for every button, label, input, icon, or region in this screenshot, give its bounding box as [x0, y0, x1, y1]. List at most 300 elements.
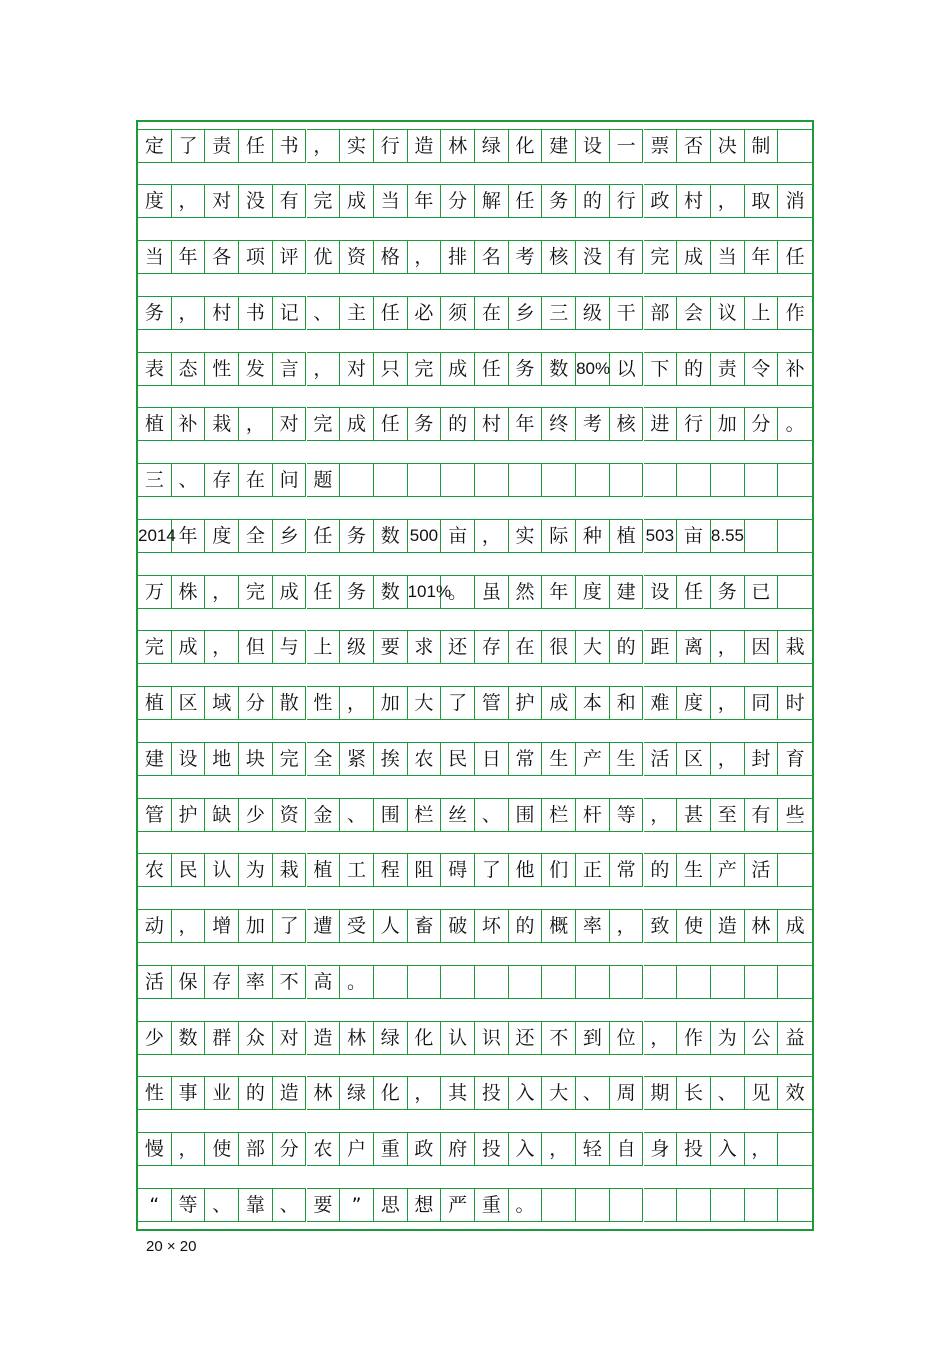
grid-cell: 植 [610, 519, 644, 553]
grid-cell: 们 [542, 853, 576, 887]
grid-cell: 块 [239, 742, 273, 776]
grid-cell: 任 [374, 296, 408, 330]
grid-row [138, 1021, 812, 1055]
grid-cell [711, 1188, 745, 1222]
grid-cell: 务 [509, 352, 543, 386]
grid-cell: 民 [172, 853, 206, 887]
grid-cell: ， [475, 519, 509, 553]
grid-cell: 期 [644, 1076, 678, 1110]
grid-cell: 投 [475, 1132, 509, 1166]
grid-cell: 书 [239, 296, 273, 330]
grid-cell: 护 [509, 686, 543, 720]
grid-cell [711, 463, 745, 497]
grid-cell: ， [408, 1076, 442, 1110]
grid-cell [610, 965, 644, 999]
grid-cell: 制 [745, 129, 779, 163]
grid-cell: 化 [408, 1021, 442, 1055]
grid-cell: 了 [172, 129, 206, 163]
grid-cell: 进 [644, 407, 678, 441]
grid-cell [711, 965, 745, 999]
grid-cell: 金 [307, 798, 341, 832]
grid-row [138, 519, 812, 553]
grid-cell: 。 [778, 407, 812, 441]
grid-cell: ， [711, 184, 745, 218]
grid-row [138, 463, 812, 497]
grid-cell [778, 519, 812, 553]
grid-cell: 只 [374, 352, 408, 386]
grid-cell: 度 [677, 686, 711, 720]
grid-cell: 行 [610, 184, 644, 218]
grid-cell: 概 [542, 909, 576, 943]
grid-cell: 成 [172, 630, 206, 664]
grid-cell: 身 [644, 1132, 678, 1166]
grid-cell [644, 965, 678, 999]
grid-cell: 缺 [205, 798, 239, 832]
grid-cell: 成 [778, 909, 812, 943]
grid-cell: 分 [745, 407, 779, 441]
grid-cell: 率 [239, 965, 273, 999]
grid-cell: 加 [239, 909, 273, 943]
grid-cell: 发 [239, 352, 273, 386]
grid-cell: 株 [172, 575, 206, 609]
grid-cell: 际 [542, 519, 576, 553]
grid-cell: 遭 [307, 909, 341, 943]
grid-cell: 名 [475, 240, 509, 274]
grid-cell: 性 [138, 1076, 172, 1110]
grid-cell: 务 [408, 407, 442, 441]
grid-cell: 至 [711, 798, 745, 832]
grid-cell: 完 [138, 630, 172, 664]
grid-cell: 务 [138, 296, 172, 330]
grid-cell: 会 [677, 296, 711, 330]
grid-cell: 植 [138, 686, 172, 720]
grid-cell: 8.55 [711, 519, 745, 553]
grid-cell: 补 [172, 407, 206, 441]
grid-cell: 种 [576, 519, 610, 553]
grid-cell: 责 [711, 352, 745, 386]
grid-cell: ， [307, 352, 341, 386]
grid-cell: 终 [542, 407, 576, 441]
grid-cell: 当 [711, 240, 745, 274]
grid-cell: 任 [475, 352, 509, 386]
grid-cell: 的 [610, 630, 644, 664]
grid-cell: 的 [677, 352, 711, 386]
grid-cell: 年 [172, 240, 206, 274]
grid-cell [778, 129, 812, 163]
grid-cell: 投 [677, 1132, 711, 1166]
grid-cell: 设 [172, 742, 206, 776]
grid-cell [542, 965, 576, 999]
grid-cell: 常 [509, 742, 543, 776]
grid-cell: 投 [475, 1076, 509, 1110]
grid-cell: 严 [441, 1188, 475, 1222]
grid-cell: 业 [205, 1076, 239, 1110]
grid-cell: 2014 [138, 519, 172, 553]
grid-cell: 资 [273, 798, 307, 832]
grid-cell: 不 [273, 965, 307, 999]
grid-cell: 完 [239, 575, 273, 609]
grid-cell: 令 [745, 352, 779, 386]
grid-cell: 周 [610, 1076, 644, 1110]
grid-cell: 域 [205, 686, 239, 720]
grid-row [138, 798, 812, 832]
grid-cell [374, 463, 408, 497]
grid-cell: 一 [610, 129, 644, 163]
grid-cell: 当 [374, 184, 408, 218]
grid-cell: 、 [711, 1076, 745, 1110]
grid-cell: 农 [408, 742, 442, 776]
grid-cell: 性 [205, 352, 239, 386]
grid-cell: 建 [542, 129, 576, 163]
grid-row [138, 909, 812, 943]
grid-cell: 主 [340, 296, 374, 330]
grid-cell: 、 [273, 1188, 307, 1222]
grid-cell [644, 1188, 678, 1222]
grid-cell [745, 965, 779, 999]
grid-cell: 解 [475, 184, 509, 218]
grid-cell: ， [542, 1132, 576, 1166]
grid-cell: 存 [475, 630, 509, 664]
grid-cell: 亩 [677, 519, 711, 553]
grid-cell: 干 [610, 296, 644, 330]
grid-cell: 入 [509, 1076, 543, 1110]
grid-cell: 。 [441, 575, 475, 609]
grid-cell: 和 [610, 686, 644, 720]
grid-cell: 见 [745, 1076, 779, 1110]
grid-cell: 没 [576, 240, 610, 274]
grid-cell: 了 [475, 853, 509, 887]
grid-cell: ， [205, 630, 239, 664]
grid-cell: 常 [610, 853, 644, 887]
grid-row [138, 1132, 812, 1166]
grid-cell: 态 [172, 352, 206, 386]
grid-row [138, 184, 812, 218]
grid-cell: 入 [509, 1132, 543, 1166]
grid-cell: 在 [475, 296, 509, 330]
grid-cell [677, 1188, 711, 1222]
grid-cell [778, 1188, 812, 1222]
grid-cell: 乡 [509, 296, 543, 330]
grid-cell: 数 [172, 1021, 206, 1055]
grid-cell: 的 [441, 407, 475, 441]
grid-cell: 言 [273, 352, 307, 386]
grid-cell: 101% [408, 575, 442, 609]
grid-cell: 年 [172, 519, 206, 553]
grid-cell: 紧 [340, 742, 374, 776]
grid-cell: 书 [273, 129, 307, 163]
grid-cell: 等 [172, 1188, 206, 1222]
grid-cell: 产 [576, 742, 610, 776]
grid-cell: 护 [172, 798, 206, 832]
grid-row [138, 686, 812, 720]
grid-cell: 虽 [475, 575, 509, 609]
grid-cell: 入 [711, 1132, 745, 1166]
grid-cell: 他 [509, 853, 543, 887]
grid-cell: 认 [205, 853, 239, 887]
grid-cell: 三 [542, 296, 576, 330]
grid-cell: 在 [509, 630, 543, 664]
grid-cell: 大 [408, 686, 442, 720]
grid-cell: 、 [340, 798, 374, 832]
grid-cell: 存 [205, 463, 239, 497]
grid-cell: 完 [307, 407, 341, 441]
grid-cell: 围 [374, 798, 408, 832]
grid-cell: 重 [475, 1188, 509, 1222]
grid-cell: 记 [273, 296, 307, 330]
grid-cell: 以 [610, 352, 644, 386]
grid-cell: 定 [138, 129, 172, 163]
grid-cell: 造 [273, 1076, 307, 1110]
grid-cell: 成 [677, 240, 711, 274]
grid-cell: 行 [374, 129, 408, 163]
grid-cell: 户 [340, 1132, 374, 1166]
grid-cell: ， [340, 686, 374, 720]
grid-cell: 事 [172, 1076, 206, 1110]
grid-cell: 、 [307, 296, 341, 330]
grid-cell: 不 [542, 1021, 576, 1055]
grid-cell: 票 [644, 129, 678, 163]
grid-cell: 有 [273, 184, 307, 218]
manuscript-grid [136, 120, 814, 1231]
grid-cell: 任 [307, 519, 341, 553]
grid-cell: 绿 [374, 1021, 408, 1055]
grid-cell: 度 [576, 575, 610, 609]
grid-cell [745, 1188, 779, 1222]
grid-cell: 年 [408, 184, 442, 218]
grid-cell: ， [711, 686, 745, 720]
grid-cell: 生 [542, 742, 576, 776]
grid-cell: 封 [745, 742, 779, 776]
grid-cell: 散 [273, 686, 307, 720]
grid-cell: 要 [374, 630, 408, 664]
grid-cell: ” [340, 1188, 374, 1222]
grid-cell: 任 [374, 407, 408, 441]
grid-cell: 级 [340, 630, 374, 664]
grid-cell: 少 [239, 798, 273, 832]
grid-cell: ， [610, 909, 644, 943]
grid-cell: 必 [408, 296, 442, 330]
grid-cell: 大 [542, 1076, 576, 1110]
grid-cell: 的 [509, 909, 543, 943]
grid-cell: 栽 [273, 853, 307, 887]
grid-row [138, 575, 812, 609]
grid-cell: 分 [239, 686, 273, 720]
grid-cell: 了 [273, 909, 307, 943]
grid-cell: 。 [340, 965, 374, 999]
grid-cell: 议 [711, 296, 745, 330]
grid-cell: 生 [677, 853, 711, 887]
grid-cell: 距 [644, 630, 678, 664]
grid-cell [340, 463, 374, 497]
grid-cell: ， [172, 296, 206, 330]
grid-cell: 的 [239, 1076, 273, 1110]
grid-cell: 、 [172, 463, 206, 497]
grid-cell: 效 [778, 1076, 812, 1110]
grid-cell: 数 [374, 519, 408, 553]
grid-cell: 其 [441, 1076, 475, 1110]
grid-cell: ， [644, 1021, 678, 1055]
grid-cell: 自 [610, 1132, 644, 1166]
grid-cell: 须 [441, 296, 475, 330]
grid-cell [441, 965, 475, 999]
grid-cell: 村 [677, 184, 711, 218]
grid-cell: 上 [745, 296, 779, 330]
grid-cell [745, 519, 779, 553]
grid-cell: 评 [273, 240, 307, 274]
grid-cell: 认 [441, 1021, 475, 1055]
grid-cell: ， [745, 1132, 779, 1166]
grid-cell [677, 965, 711, 999]
grid-cell: 任 [677, 575, 711, 609]
grid-cell: 日 [475, 742, 509, 776]
grid-cell: 500 [408, 519, 442, 553]
grid-cell [542, 1188, 576, 1222]
grid-cell: 很 [542, 630, 576, 664]
grid-cell: 项 [239, 240, 273, 274]
grid-cell: 增 [205, 909, 239, 943]
grid-cell: 部 [644, 296, 678, 330]
grid-cell: 数 [374, 575, 408, 609]
grid-cell: 任 [239, 129, 273, 163]
grid-row [138, 965, 812, 999]
grid-cell: 任 [509, 184, 543, 218]
grid-cell: ， [711, 742, 745, 776]
grid-row [138, 742, 812, 776]
grid-cell: 工 [340, 853, 374, 887]
grid-cell [610, 463, 644, 497]
grid-row [138, 630, 812, 664]
grid-cell: 栏 [408, 798, 442, 832]
grid-row [138, 407, 812, 441]
grid-cell: 、 [475, 798, 509, 832]
grid-cell: 任 [778, 240, 812, 274]
grid-cell: 度 [138, 184, 172, 218]
grid-cell: 慢 [138, 1132, 172, 1166]
grid-cell: “ [138, 1188, 172, 1222]
grid-cell [778, 463, 812, 497]
grid-cell: 各 [205, 240, 239, 274]
grid-cell: 正 [576, 853, 610, 887]
grid-cell: 活 [138, 965, 172, 999]
grid-cell: 上 [307, 630, 341, 664]
grid-cell: ， [172, 909, 206, 943]
grid-cell: 完 [273, 742, 307, 776]
grid-cell: 识 [475, 1021, 509, 1055]
grid-cell [576, 965, 610, 999]
grid-cell: 民 [441, 742, 475, 776]
grid-cell [778, 965, 812, 999]
grid-cell: 活 [745, 853, 779, 887]
grid-cell: 率 [576, 909, 610, 943]
grid-cell: 农 [138, 853, 172, 887]
grid-cell: 务 [711, 575, 745, 609]
grid-cell: 加 [374, 686, 408, 720]
grid-cell: 阻 [408, 853, 442, 887]
grid-cell: 核 [610, 407, 644, 441]
grid-cell: 级 [576, 296, 610, 330]
grid-cell: 重 [374, 1132, 408, 1166]
grid-cell: 林 [745, 909, 779, 943]
grid-cell: 80% [576, 352, 610, 386]
grid-cell: 实 [509, 519, 543, 553]
grid-cell: 致 [644, 909, 678, 943]
grid-cell: 造 [408, 129, 442, 163]
grid-cell: 分 [273, 1132, 307, 1166]
grid-cell [677, 463, 711, 497]
grid-cell: 任 [307, 575, 341, 609]
grid-cell: 数 [542, 352, 576, 386]
grid-cell: 对 [340, 352, 374, 386]
grid-cell: 高 [307, 965, 341, 999]
grid-cell: 否 [677, 129, 711, 163]
grid-cell: 想 [408, 1188, 442, 1222]
grid-cell: 题 [307, 463, 341, 497]
grid-cell: 离 [677, 630, 711, 664]
grid-cell: 务 [340, 575, 374, 609]
grid-cell [441, 463, 475, 497]
grid-cell: ， [408, 240, 442, 274]
grid-cell: 对 [273, 407, 307, 441]
grid-cell: 使 [205, 1132, 239, 1166]
grid-cell: 消 [778, 184, 812, 218]
grid-cell: 挨 [374, 742, 408, 776]
grid-cell [408, 965, 442, 999]
grid-cell: 长 [677, 1076, 711, 1110]
grid-cell: 农 [307, 1132, 341, 1166]
grid-cell: 成 [441, 352, 475, 386]
grid-cell: 全 [239, 519, 273, 553]
grid-cell: 求 [408, 630, 442, 664]
grid-cell: 建 [138, 742, 172, 776]
grid-cell: 资 [340, 240, 374, 274]
grid-cell: 公 [745, 1021, 779, 1055]
grid-cell: 栏 [542, 798, 576, 832]
grid-cell: 为 [239, 853, 273, 887]
grid-cell: 少 [138, 1021, 172, 1055]
grid-cell: 全 [307, 742, 341, 776]
grid-cell: 分 [441, 184, 475, 218]
grid-cell: 三 [138, 463, 172, 497]
grid-cell: 部 [239, 1132, 273, 1166]
grid-cell: 靠 [239, 1188, 273, 1222]
grid-cell: 轻 [576, 1132, 610, 1166]
grid-cell: 取 [745, 184, 779, 218]
grid-cell: 的 [644, 853, 678, 887]
grid-cell: 村 [475, 407, 509, 441]
grid-cell: 完 [644, 240, 678, 274]
grid-cell: 府 [441, 1132, 475, 1166]
grid-cell [644, 463, 678, 497]
grid-cell: 万 [138, 575, 172, 609]
grid-cell: 同 [745, 686, 779, 720]
grid-cell: 表 [138, 352, 172, 386]
grid-cell: ， [644, 798, 678, 832]
grid-cell: 补 [778, 352, 812, 386]
grid-cell: 人 [374, 909, 408, 943]
grid-cell: 围 [509, 798, 543, 832]
grid-cell: 绿 [475, 129, 509, 163]
grid-cell: 然 [509, 575, 543, 609]
grid-cell: 村 [205, 296, 239, 330]
grid-cell: 到 [576, 1021, 610, 1055]
grid-cell: 格 [374, 240, 408, 274]
grid-cell: 决 [711, 129, 745, 163]
grid-cell: 众 [239, 1021, 273, 1055]
grid-cell: 年 [509, 407, 543, 441]
grid-cell: 没 [239, 184, 273, 218]
grid-cell: 。 [509, 1188, 543, 1222]
grid-cell: 年 [542, 575, 576, 609]
